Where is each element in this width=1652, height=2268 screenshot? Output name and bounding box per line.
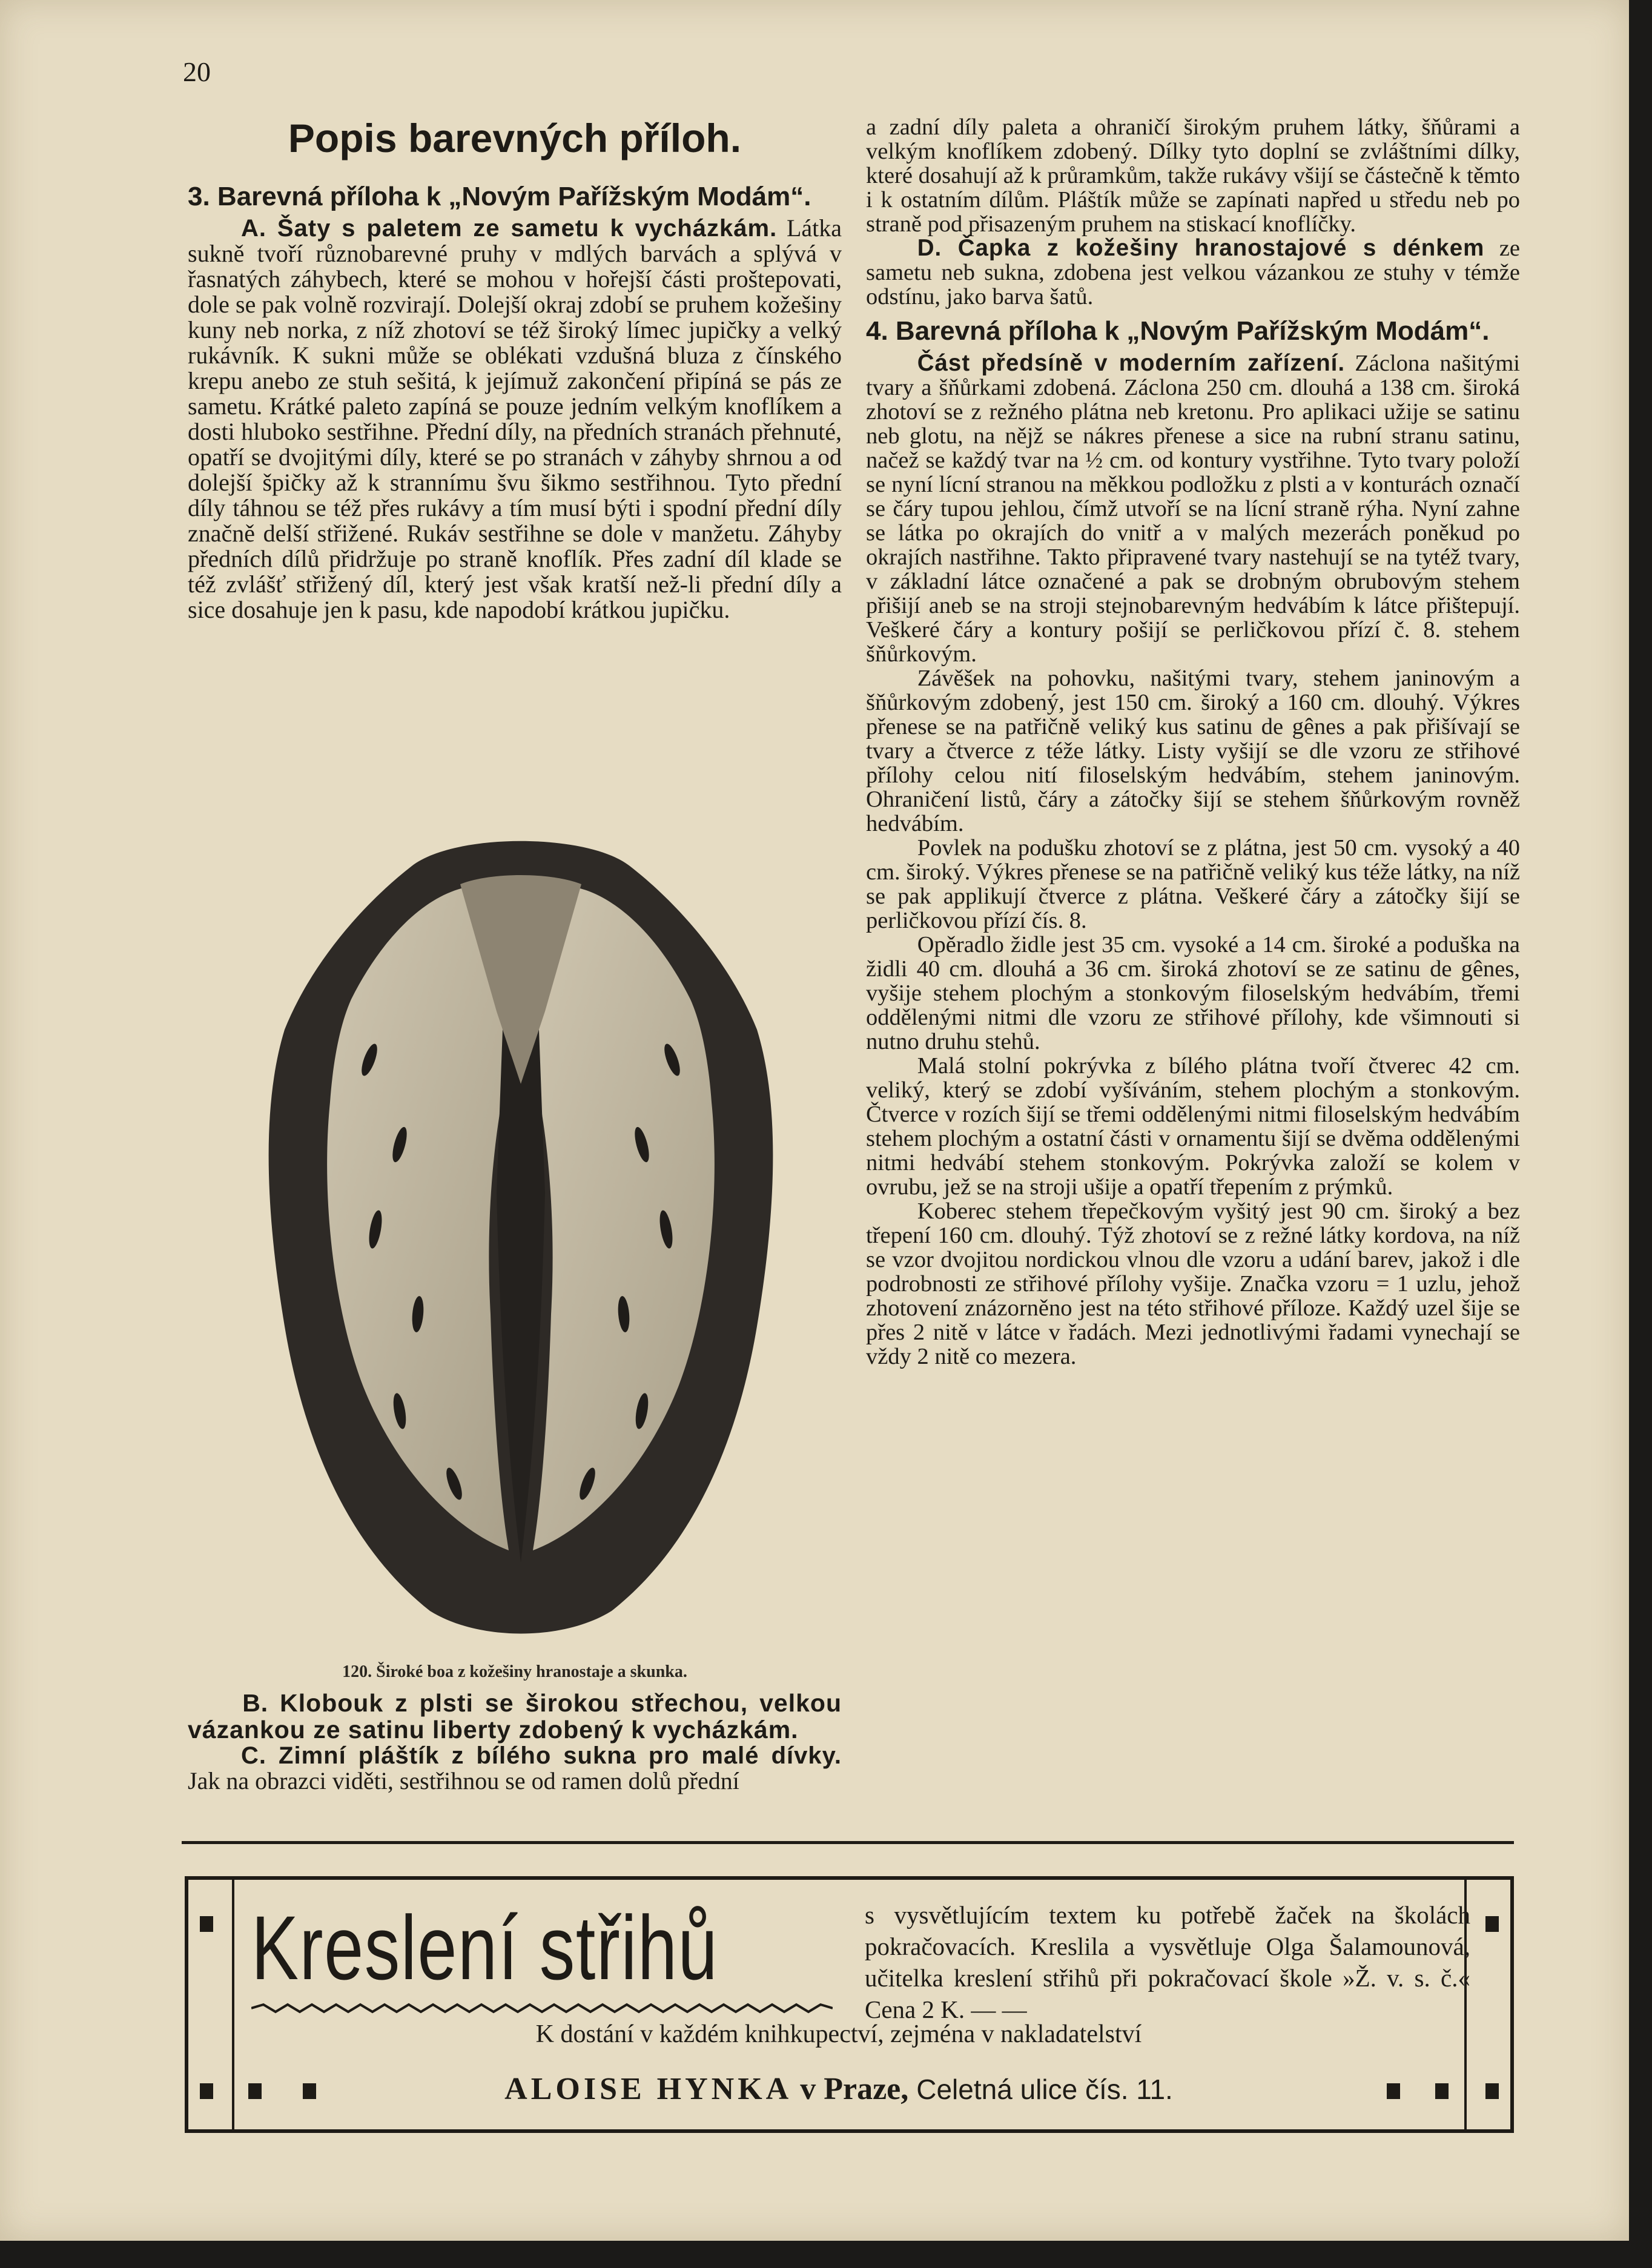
ad-description: s vysvětlujícím textem ku potřebě žaček na školách pokračovacích. Kreslila a vysvětluje Olga Šalamounová, učitelka kreslení střihů při pokračovací škole »Ž. v. s. č.« Cena 2 K. — — — [865, 1901, 1470, 2023]
paragraph-c — [188, 1743, 842, 1794]
ad-bullet — [200, 1916, 213, 1932]
ad-street: Celetná ulice čís. 11. — [916, 2074, 1173, 2105]
section-4-heading: 4. Barevná příloha k „Novým Pařížským Modám“. — [866, 316, 1490, 346]
heading-d: D. Čapka z kožešiny hranostajové s dénkem — [917, 235, 1485, 261]
left-column-bottom — [188, 1690, 842, 1794]
heading-c: C. Zimní pláštík z bílého sukna pro malé dívky. — [241, 1742, 842, 1769]
left-column-top — [188, 182, 842, 623]
page-number: 20 — [183, 56, 211, 87]
ad-publisher: ALOISE HYNKA — [504, 2072, 793, 2106]
figure-caption: 120. Široké boa z kožešiny hranostaje a skunka. — [342, 1662, 687, 1681]
paragraph-carpet: Koberec stehem třepečkovým vyšitý jest 90 cm. široký a bez třepení 160 cm. dlouhý. Týž zhotoví se z režné látky kordova, na níž se vzor dvojitou nordickou vlnou dle vzoru a udání barev, jakož i dle podrobnosti ze střihové přílohy vyšije. Značka vzoru = 1 uzlu, jehož zhotovení znázorněno jest na této střihové příloze. Každý uzel šije se přes 2 nitě v látce v řadách. Mezi jednotlivými řadami vynechají se vždy 2 nitě co mezera. — [866, 1198, 1520, 1369]
heading-b: B. Klobouk z plsti se širokou střechou, velkou vázankou ze satinu liberty zdobený k vycházkám. — [188, 1689, 842, 1744]
text-d: ze sametu neb sukna, zdobena jest velkou vázankou ze stuhy v témže odstínu, jako barva šatů. — [866, 236, 1520, 309]
text-a: Látka sukně tvoří různobarevné pruhy v mdlých barvách a splývá v řasnatých záhybech, které se mohou v hořejší části proštepovati, dole se pak volně rozvirají. Dolejší okraj zdobí se pruhem kožešiny kuny neb norka, z níž zhotoví se též široký límec jupičky a velký rukávník. K sukni může se oblékati vzdušná bluza z čínského krepu anebo ze stuh sešitá, k jejímuž zakončení připíná se pás ze sametu. Krátké paleto zapíná se pouze jedním velkým knoflíkem a dosti hluboko sestřihne. Přední díly, na předních stranách přehnuté, opatří se dvojitými díly, které se po stranách v záhyby shrnou a od dolejší špičky až k strannímu švu šikmo sestřihnou. Tyto přední díly táhnou se též přes rukávy a tím musí býti i spodní přední díly značně delší střižené. Rukáv sestřihne se dole v manžetu. Záhyby předních dílů přidržuje po straně knoflík. Přes zadní díl klade se též zvlášť střižený díl, který jest však kratší než-li přední díly a sice dosahuje jen k pasu, kde napodobí krátkou jupičku. — [188, 214, 842, 623]
right-column — [866, 115, 1520, 1369]
paragraph-d — [866, 236, 1520, 309]
separator-rule — [182, 1841, 1514, 1844]
ad-title-underline — [251, 2002, 833, 2015]
paragraph-chair: Opěradlo židle jest 35 cm. vysoké a 14 cm. široké a poduška na židli 40 cm. dlouhá a 36 cm. široká zhotoví se ze satinu de gênes, vyšije stehem plochým a stonkovým filoselským hedvábím, třemi oddělenými nitmi dle vzoru ze střihové přílohy, kde všimnouti si nutno druhu stehů. — [866, 932, 1520, 1054]
ad-availability: K dostání v každém knihkupectví, zejména v nakladatelství — [535, 2020, 1142, 2048]
paragraph-a — [188, 216, 842, 623]
text-c-continued: a zadní díly paleta a ohraničí širokým pruhem látky, šňůrami a velkým knoflíkem zdobený. Dílky tyto doplní se zvláštními dílky, které dosahují až k průramkům, takže rukávy všijí se částečně k těmto i k ostatním dílům. Pláštík může se zapínati napřed u středu neb po straně pod přisazeným pruhem na stiskací knoflíčky. — [866, 114, 1520, 237]
heading-a: A. Šaty s paletem ze sametu k vycházkám. — [241, 215, 778, 242]
text-c: Jak na obrazci viděti, sestřihnou se od ramen dolů přední — [188, 1767, 739, 1794]
boa-illustration — [260, 830, 781, 1641]
ad-title: Kreslení střihů — [251, 1897, 719, 1999]
paragraph-curtain — [866, 351, 1520, 666]
text-curtain: Záclona našitými tvary a šňůrkami zdobená. Záclona 250 cm. dlouhá a 138 cm. široká zhotoví se z režného plátna neb kretonu. Pro aplikaci užije se satinu neb glotu, na nějž se nákres přenese a sice na rubní stranu satinu, načež se každý tvar na ½ cm. od kontury vystřihne. Tyto tvary položí se nyní lícní stranou na měkkou podložku z plsti a v konturách označí se čáry tupou jehlou, čímž utvoří se na lícní straně rýha. Nyní zahne se látka po okrajích do vnitř a v malých mezerách poněkud po okrajích nastřihne. Takto připravené tvary nastehují se na tytéž tvary, v základní látce označené a pak se drobným obrubovým stehem přišijí aneb se na stroji stejnobarevným hedvábím k látce přištepují. Veškeré čáry a kontury pošijí se perličkovou přízí č. 8. stehem šňůrkovým. — [866, 351, 1520, 667]
ad-publisher-line — [188, 2071, 1490, 2107]
paragraph-pillow: Povlek na podušku zhotoví se z plátna, jest 50 cm. vysoký a 40 cm. široký. Výkres přenese se na patřičně veliký kus téže látky, na níž se pak applikují čtverce z plátna. Veškeré čáry a zátočky šijí se perličkovou přízí čís. 8. — [866, 835, 1520, 933]
paragraph-tablecloth: Malá stolní pokrývka z bílého plátna tvoří čtverec 42 cm. veliký, který se zdobí vyšíváním, stehem plochým a stonkovým. Čtverce v rozích šijí se třemi oddělenými nitmi filoselským hedvábím stehem plochým a ostatní části v ornamentu šijí se dvěma oddělenými nitmi hedvábí stehem stonkovým. Pokrývka založí se kolem v ovrubu, jež se na stroji ušije a opatří třepením z prýmků. — [866, 1053, 1520, 1200]
ad-city: v Praze, — [800, 2072, 909, 2106]
page-title: Popis barevných příloh. — [288, 116, 742, 160]
heading-hall: Část předsíně v moderním zařízení. — [917, 350, 1346, 376]
paragraph-hanging: Závěšek na pohovku, našitými tvary, stehem janinovým a šňůrkovým zdobený, jest 150 cm. široký a 160 cm. dlouhý. Výkres přenese se na patřičně veliký kus satinu de gênes a pak přišívají se tvary a čtverce z téže látky. Listy vyšijí se dle vzoru ze střihové přílohy celou nití filoselským hedvábím, stehem janinovým. Ohraničení listů, čáry a zátočky šijí se stehem šňůrkovým rovněž hedvábím. — [866, 666, 1520, 836]
ad-bullet — [1485, 1916, 1499, 1932]
section-3-heading: 3. Barevná příloha k „Novým Pařížským Modám“. — [188, 182, 811, 211]
